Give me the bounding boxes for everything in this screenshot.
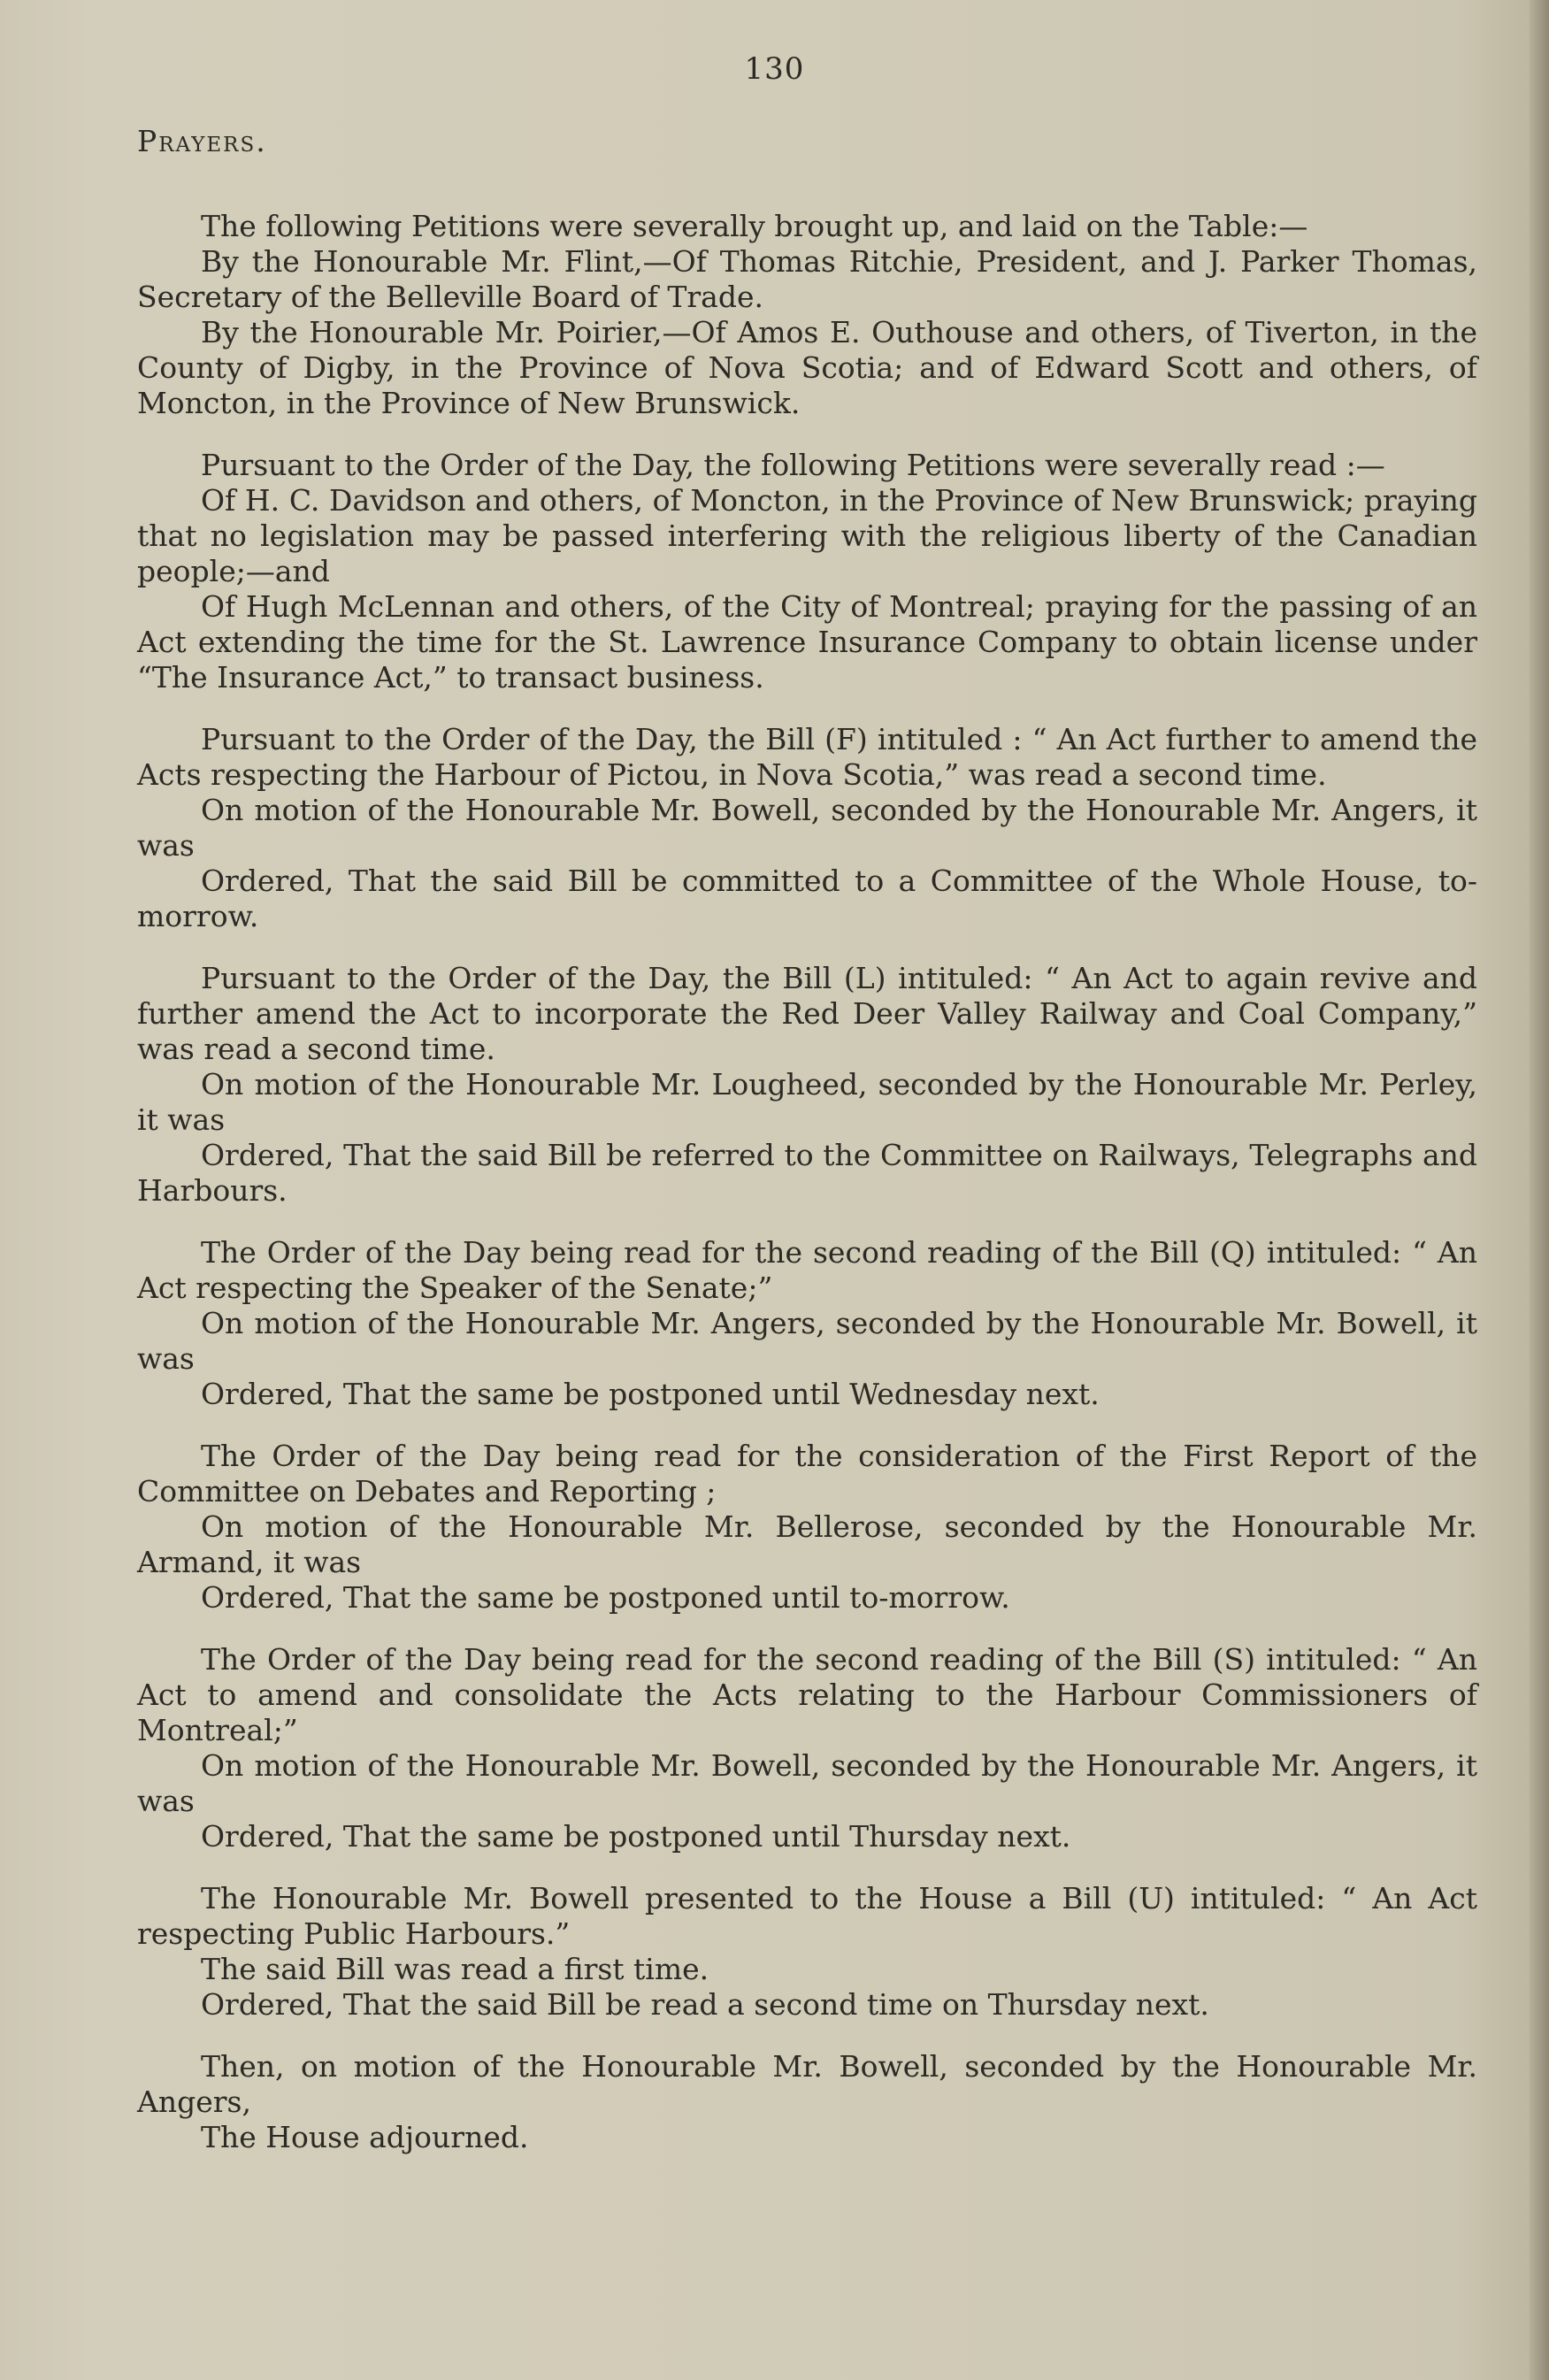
paragraph: Pursuant to the Order of the Day, the following Petitions were severally read :—: [201, 448, 1385, 482]
bill-u-entry: [137, 1881, 1477, 2023]
paragraph: Ordered, That the said Bill be referred to the Committee on Railways, Telegraphs and Harbours.: [137, 1138, 1477, 1208]
paragraph: On motion of the Honourable Mr. Angers, seconded by the Honourable Mr. Bowell, it was: [137, 1306, 1477, 1376]
first-report-entry: [137, 1439, 1477, 1616]
paragraph: The Order of the Day being read for the consideration of the First Report of the Committee on Debates and Reporting ;: [137, 1439, 1477, 1509]
paragraph: On motion of the Honourable Mr. Lougheed, seconded by the Honourable Mr. Perley, it was: [137, 1067, 1477, 1137]
paragraph: The House adjourned.: [201, 2120, 529, 2154]
section-heading: Prayers.: [137, 124, 267, 158]
petitions-presented: [137, 209, 1477, 421]
paragraph: Pursuant to the Order of the Day, the Bill (L) intituled: “ An Act to again revive and further amend the Act to incorporate the Red Deer Valley Railway and Coal Company,” was read a second time.: [137, 961, 1477, 1066]
paragraph: On motion of the Honourable Mr. Bowell, seconded by the Honourable Mr. Angers, it was: [137, 793, 1477, 863]
paragraph: Ordered, That the said Bill be committed to a Committee of the Whole House, to-morrow.: [137, 864, 1477, 933]
paragraph: The Honourable Mr. Bowell presented to the House a Bill (U) intituled: “ An Act respecting Public Harbours.”: [137, 1881, 1477, 1951]
page-edge: [1530, 0, 1549, 2380]
bill-f-entry: [137, 722, 1477, 934]
paragraph: Ordered, That the said Bill be read a second time on Thursday next.: [201, 1987, 1209, 2022]
paragraph: The Order of the Day being read for the second reading of the Bill (S) intituled: “ An Act to amend and consolidate the Acts relating to the Harbour Commissioners of Montreal;”: [137, 1642, 1477, 1747]
paragraph: Of Hugh McLennan and others, of the City of Montreal; praying for the passing of an Act extending the time for the St. Lawrence Insurance Company to obtain license under “The Insurance Act,” to transact business.: [137, 589, 1477, 695]
adjournment-entry: [137, 2049, 1477, 2155]
paragraph: Pursuant to the Order of the Day, the Bill (F) intituled : “ An Act further to amend the Acts respecting the Harbour of Pictou, in Nova Scotia,” was read a second time.: [137, 722, 1477, 792]
paragraph: By the Honourable Mr. Poirier,—Of Amos E. Outhouse and others, of Tiverton, in the County of Digby, in the Province of Nova Scotia; and of Edward Scott and others, of Moncton, in the Province of New Brunswick.: [137, 315, 1477, 420]
paragraph: On motion of the Honourable Mr. Bowell, seconded by the Honourable Mr. Angers, it was: [137, 1748, 1477, 1818]
paragraph: Ordered, That the same be postponed until Wednesday next.: [201, 1377, 1100, 1411]
paragraph: Ordered, That the same be postponed until to-morrow.: [201, 1580, 1010, 1615]
paragraph: The said Bill was read a first time.: [201, 1952, 709, 1986]
page-number: 130: [744, 51, 805, 87]
paragraph: Ordered, That the same be postponed until Thursday next.: [201, 1819, 1071, 1854]
paragraph: Then, on motion of the Honourable Mr. Bowell, seconded by the Honourable Mr. Angers,: [137, 2049, 1477, 2119]
paragraph: The following Petitions were severally brought up, and laid on the Table:—: [201, 209, 1308, 243]
bill-l-entry: [137, 961, 1477, 1209]
bill-s-entry: [137, 1642, 1477, 1854]
paragraph: The Order of the Day being read for the second reading of the Bill (Q) intituled: “ An Act respecting the Speaker of the Senate;”: [137, 1235, 1477, 1305]
paragraph: On motion of the Honourable Mr. Bellerose, seconded by the Honourable Mr. Armand, it was: [137, 1509, 1477, 1579]
bill-q-entry: [137, 1235, 1477, 1412]
paragraph: By the Honourable Mr. Flint,—Of Thomas Ritchie, President, and J. Parker Thomas, Secretary of the Belleville Board of Trade.: [137, 244, 1477, 314]
petitions-read: [137, 448, 1477, 695]
journal-text: [137, 124, 1477, 2182]
paragraph: Of H. C. Davidson and others, of Moncton, in the Province of New Brunswick; praying that no legislation may be passed interfering with the religious liberty of the Canadian people;—and: [137, 483, 1477, 588]
